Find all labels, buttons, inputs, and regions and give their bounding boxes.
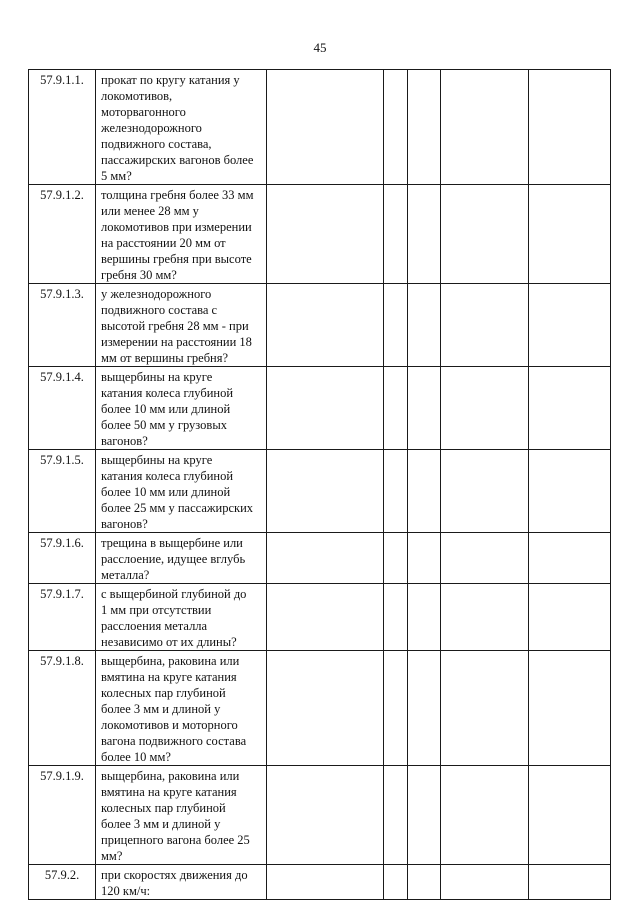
yes-cell[interactable] (384, 185, 408, 284)
notes-cell[interactable] (529, 450, 611, 533)
question-line: более 10 мм или длиной (101, 485, 231, 499)
notes-cell[interactable] (529, 367, 611, 450)
question-line: мм от вершины гребня? (101, 351, 229, 365)
question-line: более 10 мм? (101, 750, 171, 764)
yes-cell[interactable] (384, 450, 408, 533)
question-line: колесных пар глубиной (101, 801, 226, 815)
na-cell[interactable] (441, 450, 529, 533)
item-number: 57.9.1.1. (29, 70, 96, 185)
no-cell[interactable] (408, 533, 441, 584)
question-line: высотой гребня 28 мм - при (101, 319, 249, 333)
question-cell (96, 450, 267, 533)
no-cell[interactable] (408, 450, 441, 533)
question-cell (96, 766, 267, 865)
table-row (29, 584, 611, 651)
question-line: более 25 мм у пассажирских (101, 501, 254, 515)
requirement-ref-cell[interactable] (267, 70, 384, 185)
requirement-ref-cell[interactable] (267, 584, 384, 651)
na-cell[interactable] (441, 584, 529, 651)
question-cell (96, 367, 267, 450)
question-line: вершины гребня при высоте (101, 252, 252, 266)
item-number: 57.9.1.8. (29, 651, 96, 766)
question-cell (96, 70, 267, 185)
no-cell[interactable] (408, 865, 441, 900)
table-row (29, 766, 611, 865)
question-line: вмятина на круге катания (101, 785, 237, 799)
question-cell (96, 584, 267, 651)
item-number: 57.9.1.3. (29, 284, 96, 367)
question-line: локомотивов и моторного (101, 718, 238, 732)
requirement-ref-cell[interactable] (267, 865, 384, 900)
na-cell[interactable] (441, 185, 529, 284)
yes-cell[interactable] (384, 584, 408, 651)
question-line: выщербины на круге (101, 453, 213, 467)
item-number: 57.9.1.7. (29, 584, 96, 651)
page-number: 45 (313, 40, 327, 55)
question-line: при скоростях движения до (101, 868, 248, 882)
no-cell[interactable] (408, 284, 441, 367)
table-row (29, 185, 611, 284)
question-line: подвижного состава с (101, 303, 218, 317)
na-cell[interactable] (441, 766, 529, 865)
yes-cell[interactable] (384, 367, 408, 450)
question-line: пассажирских вагонов более (101, 153, 254, 167)
question-line: на расстоянии 20 мм от (101, 236, 226, 250)
checklist-table (28, 69, 611, 900)
table-row (29, 450, 611, 533)
table-row (29, 651, 611, 766)
question-line: измерении на расстоянии 18 (101, 335, 252, 349)
question-cell (96, 284, 267, 367)
question-line: выщербины на круге (101, 370, 213, 384)
yes-cell[interactable] (384, 865, 408, 900)
question-cell (96, 533, 267, 584)
notes-cell[interactable] (529, 533, 611, 584)
notes-cell[interactable] (529, 584, 611, 651)
question-line: железнодорожного (101, 121, 202, 135)
table-row (29, 367, 611, 450)
question-line: более 3 мм и длиной у (101, 702, 221, 716)
table-row (29, 533, 611, 584)
question-line: вагонов? (101, 434, 148, 448)
checklist-table-body (29, 70, 611, 900)
requirement-ref-cell[interactable] (267, 766, 384, 865)
yes-cell[interactable] (384, 766, 408, 865)
question-line: катания колеса глубиной (101, 469, 234, 483)
question-line: толщина гребня более 33 мм (101, 188, 254, 202)
question-line: более 50 мм у грузовых (101, 418, 227, 432)
na-cell[interactable] (441, 533, 529, 584)
na-cell[interactable] (441, 367, 529, 450)
yes-cell[interactable] (384, 533, 408, 584)
requirement-ref-cell[interactable] (267, 284, 384, 367)
notes-cell[interactable] (529, 651, 611, 766)
requirement-ref-cell[interactable] (267, 533, 384, 584)
question-line: или менее 28 мм у (101, 204, 199, 218)
na-cell[interactable] (441, 70, 529, 185)
notes-cell[interactable] (529, 865, 611, 900)
question-line: прокат по кругу катания у (101, 73, 240, 87)
question-cell (96, 651, 267, 766)
no-cell[interactable] (408, 70, 441, 185)
question-line: у железнодорожного (101, 287, 212, 301)
no-cell[interactable] (408, 766, 441, 865)
question-line: более 3 мм и длиной у (101, 817, 221, 831)
requirement-ref-cell[interactable] (267, 367, 384, 450)
yes-cell[interactable] (384, 70, 408, 185)
question-line: расслоения металла (101, 619, 208, 633)
question-cell (96, 865, 267, 900)
requirement-ref-cell[interactable] (267, 185, 384, 284)
question-line: 5 мм? (101, 169, 132, 183)
question-cell (96, 185, 267, 284)
item-number: 57.9.1.2. (29, 185, 96, 284)
question-line: более 10 мм или длиной (101, 402, 231, 416)
question-line: 1 мм при отсутствии (101, 603, 212, 617)
question-line: подвижного состава, (101, 137, 212, 151)
question-line: выщербина, раковина или (101, 769, 240, 783)
question-line: мм? (101, 849, 123, 863)
question-line: независимо от их длины? (101, 635, 237, 649)
question-line: выщербина, раковина или (101, 654, 240, 668)
question-line: вмятина на круге катания (101, 670, 237, 684)
question-line: катания колеса глубиной (101, 386, 234, 400)
question-line: вагона подвижного состава (101, 734, 247, 748)
no-cell[interactable] (408, 185, 441, 284)
requirement-ref-cell[interactable] (267, 651, 384, 766)
na-cell[interactable] (441, 284, 529, 367)
question-line: 120 км/ч: (101, 884, 151, 898)
question-line: металла? (101, 568, 150, 582)
no-cell[interactable] (408, 584, 441, 651)
table-row (29, 284, 611, 367)
na-cell[interactable] (441, 865, 529, 900)
item-number: 57.9.1.6. (29, 533, 96, 584)
question-line: расслоение, идущее вглубь (101, 552, 246, 566)
question-line: колесных пар глубиной (101, 686, 226, 700)
notes-cell[interactable] (529, 70, 611, 185)
question-line: локомотивов, (101, 89, 173, 103)
item-number: 57.9.2. (29, 865, 96, 900)
yes-cell[interactable] (384, 651, 408, 766)
no-cell[interactable] (408, 651, 441, 766)
question-line: трещина в выщербине или (101, 536, 243, 550)
notes-cell[interactable] (529, 766, 611, 865)
no-cell[interactable] (408, 367, 441, 450)
item-number: 57.9.1.9. (29, 766, 96, 865)
na-cell[interactable] (441, 651, 529, 766)
question-line: локомотивов при измерении (101, 220, 252, 234)
question-line: прицепного вагона более 25 (101, 833, 250, 847)
notes-cell[interactable] (529, 185, 611, 284)
requirement-ref-cell[interactable] (267, 450, 384, 533)
table-row (29, 865, 611, 900)
question-line: гребня 30 мм? (101, 268, 177, 282)
question-line: моторвагонного (101, 105, 186, 119)
question-line: с выщербиной глубиной до (101, 587, 247, 601)
item-number: 57.9.1.5. (29, 450, 96, 533)
question-line: вагонов? (101, 517, 148, 531)
notes-cell[interactable] (529, 284, 611, 367)
yes-cell[interactable] (384, 284, 408, 367)
item-number: 57.9.1.4. (29, 367, 96, 450)
table-row (29, 70, 611, 185)
